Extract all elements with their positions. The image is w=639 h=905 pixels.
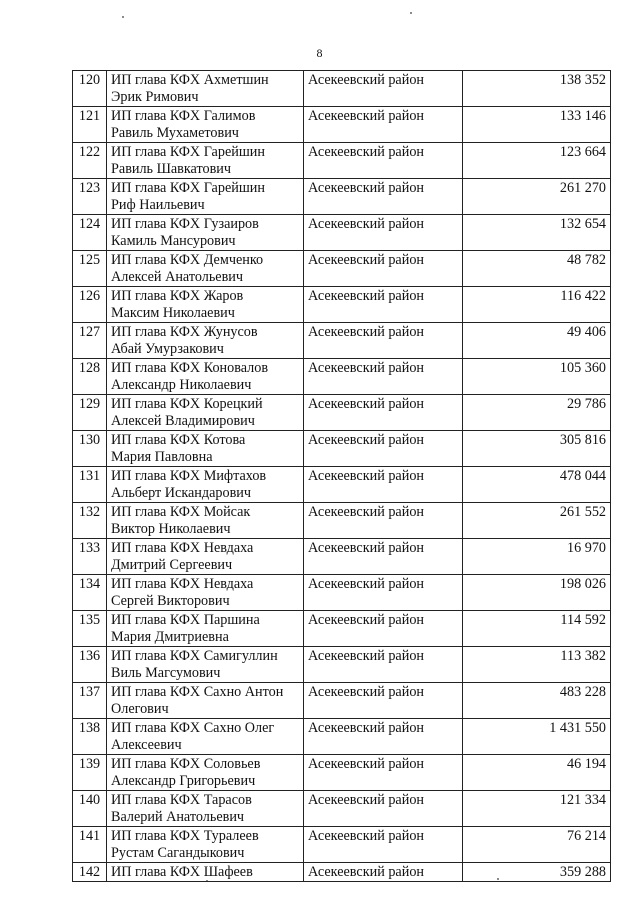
- farm-head-name: [107, 323, 304, 359]
- row-number: 120: [73, 71, 107, 107]
- registry-body: [73, 71, 611, 882]
- row-number: 137: [73, 683, 107, 719]
- farm-head-name: [107, 359, 304, 395]
- district: Асекеевский район: [304, 719, 463, 755]
- amount: 114 592: [463, 611, 611, 647]
- name-line-1: ИП глава КФХ Гарейшин: [111, 144, 265, 160]
- row-number: 132: [73, 503, 107, 539]
- amount: 483 228: [463, 683, 611, 719]
- farm-head-name: [107, 503, 304, 539]
- amount: 261 270: [463, 179, 611, 215]
- name-line-2: Эрик Римович: [111, 89, 199, 105]
- name-line-2: Алексеевич: [111, 737, 182, 753]
- farm-head-name: [107, 467, 304, 503]
- district: Асекеевский район: [304, 575, 463, 611]
- amount: 113 382: [463, 647, 611, 683]
- scan-speck: [410, 12, 412, 14]
- table-row: [73, 323, 611, 359]
- row-number: 125: [73, 251, 107, 287]
- amount: 132 654: [463, 215, 611, 251]
- farm-head-name: [107, 791, 304, 827]
- name-line-1: ИП глава КФХ Сахно Олег: [111, 720, 275, 736]
- farm-head-name: [107, 575, 304, 611]
- table-row: [73, 503, 611, 539]
- table-row: [73, 467, 611, 503]
- district: Асекеевский район: [304, 359, 463, 395]
- row-number: 136: [73, 647, 107, 683]
- table-row: [73, 71, 611, 107]
- table-row: [73, 575, 611, 611]
- table-row: [73, 143, 611, 179]
- name-line-1: ИП глава КФХ Невдаха: [111, 576, 254, 592]
- district: Асекеевский район: [304, 251, 463, 287]
- amount: 305 816: [463, 431, 611, 467]
- name-line-1: ИП глава КФХ Шафеев: [111, 864, 253, 880]
- name-line-1: ИП глава КФХ Жунусов: [111, 324, 258, 340]
- table-row: [73, 683, 611, 719]
- name-line-1: ИП глава КФХ Сахно Антон: [111, 684, 284, 700]
- amount: 116 422: [463, 287, 611, 323]
- farm-head-name: [107, 71, 304, 107]
- name-line-2: Сергей Викторович: [111, 593, 230, 609]
- name-line-2: Олегович: [111, 701, 169, 717]
- name-line-1: ИП глава КФХ Паршина: [111, 612, 260, 628]
- amount: 16 970: [463, 539, 611, 575]
- name-line-2: Мария Павловна: [111, 449, 213, 465]
- name-line-1: ИП глава КФХ Котова: [111, 432, 246, 448]
- farm-head-name: [107, 611, 304, 647]
- name-line-1: ИП глава КФХ Гузаиров: [111, 216, 259, 232]
- name-line-1: ИП глава КФХ Соловьев: [111, 756, 261, 772]
- amount: 105 360: [463, 359, 611, 395]
- row-number: 142: [73, 863, 107, 882]
- name-line-2: Равиль Шавкатович: [111, 161, 232, 177]
- district: Асекеевский район: [304, 755, 463, 791]
- amount: 261 552: [463, 503, 611, 539]
- table-row: [73, 395, 611, 431]
- name-line-1: ИП глава КФХ Тарасов: [111, 792, 252, 808]
- farm-head-name: [107, 431, 304, 467]
- name-line-1: ИП глава КФХ Туралеев: [111, 828, 259, 844]
- name-line-1: ИП глава КФХ Мойсак: [111, 504, 251, 520]
- district: Асекеевский район: [304, 611, 463, 647]
- district: Асекеевский район: [304, 827, 463, 863]
- row-number: 140: [73, 791, 107, 827]
- row-number: 123: [73, 179, 107, 215]
- name-line-2: Виктор Николаевич: [111, 521, 231, 537]
- table-row: [73, 863, 611, 882]
- district: Асекеевский район: [304, 503, 463, 539]
- page-number: 8: [316, 46, 323, 60]
- name-line-2: Александр Григорьевич: [111, 773, 256, 789]
- name-line-2: Виль Магсумович: [111, 665, 221, 681]
- row-number: 124: [73, 215, 107, 251]
- table-row: [73, 179, 611, 215]
- name-line-1: ИП глава КФХ Самигуллин: [111, 648, 278, 664]
- table-row: [73, 251, 611, 287]
- name-line-1: ИП глава КФХ Демченко: [111, 252, 264, 268]
- row-number: 133: [73, 539, 107, 575]
- district: Асекеевский район: [304, 323, 463, 359]
- farm-head-name: [107, 395, 304, 431]
- registry-table: [72, 70, 611, 882]
- name-line-2: Риф Наильевич: [111, 197, 205, 213]
- farm-head-name: [107, 143, 304, 179]
- name-line-2: Мария Дмитриевна: [111, 629, 229, 645]
- district: Асекеевский район: [304, 215, 463, 251]
- row-number: 129: [73, 395, 107, 431]
- amount: 121 334: [463, 791, 611, 827]
- district: Асекеевский район: [304, 791, 463, 827]
- name-line-1: ИП глава КФХ Мифтахов: [111, 468, 267, 484]
- farm-head-name: [107, 107, 304, 143]
- amount: 198 026: [463, 575, 611, 611]
- amount: 133 146: [463, 107, 611, 143]
- name-line-1: ИП глава КФХ Корецкий: [111, 396, 263, 412]
- farm-head-name: [107, 539, 304, 575]
- name-line-2: Алексей Владимирович: [111, 413, 255, 429]
- amount: 138 352: [463, 71, 611, 107]
- farm-head-name: [107, 683, 304, 719]
- district: Асекеевский район: [304, 143, 463, 179]
- amount: 49 406: [463, 323, 611, 359]
- scan-speck: [122, 16, 124, 18]
- amount: 29 786: [463, 395, 611, 431]
- table-row: [73, 431, 611, 467]
- table-row: [73, 107, 611, 143]
- table-row: [73, 611, 611, 647]
- table-row: [73, 539, 611, 575]
- name-line-1: ИП глава КФХ Невдаха: [111, 540, 254, 556]
- row-number: 122: [73, 143, 107, 179]
- farm-head-name: [107, 647, 304, 683]
- farm-head-name: [107, 251, 304, 287]
- name-line-1: ИП глава КФХ Ахметшин: [111, 72, 269, 88]
- name-line-2: Альберт Искандарович: [111, 485, 252, 501]
- row-number: 141: [73, 827, 107, 863]
- amount: 359 288: [463, 863, 611, 882]
- amount: 46 194: [463, 755, 611, 791]
- table-row: [73, 215, 611, 251]
- row-number: 127: [73, 323, 107, 359]
- district: Асекеевский район: [304, 395, 463, 431]
- district: Асекеевский район: [304, 287, 463, 323]
- name-line-2: Дмитрий Сергеевич: [111, 557, 233, 573]
- name-line-2: Александр Николаевич: [111, 377, 252, 393]
- name-line-2: Рустам Сагандыкович: [111, 845, 245, 861]
- district: Асекеевский район: [304, 71, 463, 107]
- farm-head-name: [107, 719, 304, 755]
- amount: 76 214: [463, 827, 611, 863]
- table-row: [73, 791, 611, 827]
- name-line-2: Абай Умурзакович: [111, 341, 224, 357]
- district: Асекеевский район: [304, 179, 463, 215]
- amount: 1 431 550: [463, 719, 611, 755]
- table-row: [73, 827, 611, 863]
- table-row: [73, 359, 611, 395]
- table-row: [73, 755, 611, 791]
- farm-head-name: [107, 287, 304, 323]
- name-line-1: ИП глава КФХ Галимов: [111, 108, 256, 124]
- table-row: [73, 287, 611, 323]
- name-line-1: ИП глава КФХ Коновалов: [111, 360, 269, 376]
- row-number: 138: [73, 719, 107, 755]
- row-number: 128: [73, 359, 107, 395]
- table-row: [73, 719, 611, 755]
- row-number: 131: [73, 467, 107, 503]
- name-line-2: Валерий Анатольевич: [111, 809, 245, 825]
- amount: 48 782: [463, 251, 611, 287]
- district: Асекеевский район: [304, 467, 463, 503]
- name-line-2: Равиль Мухаметович: [111, 125, 239, 141]
- name-line-2: Максим Николаевич: [111, 305, 235, 321]
- name-line-1: ИП глава КФХ Жаров: [111, 288, 244, 304]
- row-number: 135: [73, 611, 107, 647]
- farm-head-name: [107, 215, 304, 251]
- district: Асекеевский район: [304, 683, 463, 719]
- name-line-1: ИП глава КФХ Гарейшин: [111, 180, 265, 196]
- row-number: 126: [73, 287, 107, 323]
- row-number: 139: [73, 755, 107, 791]
- name-line-2: Камиль Мансурович: [111, 233, 236, 249]
- district: Асекеевский район: [304, 431, 463, 467]
- farm-head-name: [107, 863, 304, 882]
- district: Асекеевский район: [304, 107, 463, 143]
- district: Асекеевский район: [304, 647, 463, 683]
- row-number: 121: [73, 107, 107, 143]
- name-line-2: Алексей Анатольевич: [111, 269, 244, 285]
- amount: 478 044: [463, 467, 611, 503]
- row-number: 130: [73, 431, 107, 467]
- district: Асекеевский район: [304, 863, 463, 882]
- farm-head-name: [107, 755, 304, 791]
- farm-head-name: [107, 179, 304, 215]
- table-row: [73, 647, 611, 683]
- row-number: 134: [73, 575, 107, 611]
- district: Асекеевский район: [304, 539, 463, 575]
- amount: 123 664: [463, 143, 611, 179]
- farm-head-name: [107, 827, 304, 863]
